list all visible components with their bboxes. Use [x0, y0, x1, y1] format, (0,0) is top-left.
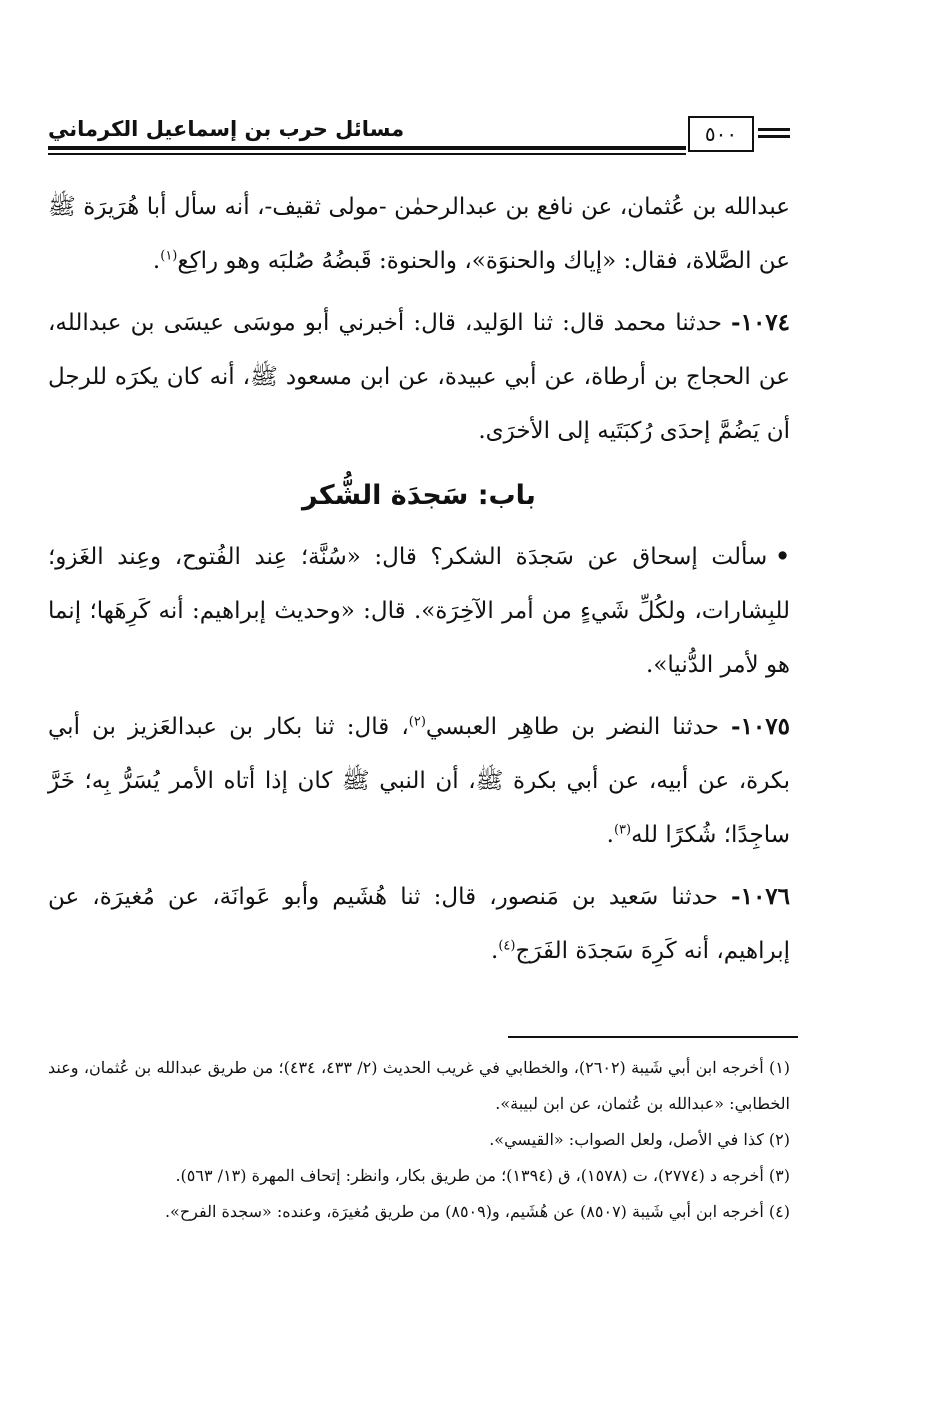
hadith-1075 — [48, 700, 790, 862]
paragraph-continuation — [48, 180, 790, 288]
header-rule-thin — [48, 153, 686, 155]
paragraph-text: حدثنا محمد قال: ثنا الوَليد، قال: أخبرني أبو موسَى عيسَى بن عبدالله، عن الحجاج بن أرطاة، عن أبي عبيدة، عن ابن مسعود ﷺ، أنه كان يكرَه للرجل أن يَضُمَّ إحدَى رُكبَتَيه إلى الأخرَى. — [48, 310, 790, 444]
paragraph-end: . — [606, 822, 614, 848]
paragraph-text-cont: ، قال: ثنا بكار بن عبدالعَزيز بن أبي بكرة، عن أبيه، عن أبي بكرة ﷺ، أن النبي ﷺ كان إذا أتاه الأمر يُسَرُّ بِه؛ خَرَّ ساجِدًا؛ شُكرًا لله — [48, 714, 790, 848]
paragraph-text: عبدالله بن عُثمان، عن نافع بن عبدالرحمٰن -مولى ثقيف-، أنه سأل أبا هُرَيرَة ﷺ عن الصَّلاة، فقال: «إياك والحنوَة»، والحنوة: قَبضُهُ صُلبَه وهو راكِع — [48, 194, 790, 274]
paragraph-end: . — [491, 938, 499, 964]
bullet-icon: • — [775, 543, 790, 570]
footnote-4: (٤) أخرجه ابن أبي شَيبة (٨٥٠٧) عن هُشَيم، و(٨٥٠٩) من طريق مُغيرَة، وعنده: «سجدة الفرح». — [164, 1202, 790, 1221]
page-header — [48, 110, 790, 168]
hadith-number: ١٠٧٦- — [731, 883, 791, 910]
hadith-1076 — [48, 870, 790, 978]
main-text — [48, 180, 790, 986]
footnote-ref-4[interactable]: (٤) — [498, 938, 516, 954]
hadith-number: ١٠٧٤- — [731, 309, 791, 336]
hadith-number: ١٠٧٥- — [731, 713, 790, 740]
footnote-2: (٢) كذا في الأصل، ولعل الصواب: «القيسي». — [489, 1130, 790, 1149]
footnote-separator — [508, 1036, 798, 1038]
footnotes — [48, 1050, 790, 1230]
paragraph-text: سألت إسحاق عن سَجدَة الشكر؟ قال: «سُنَّة؛ عِند الفُتوح، وعِند الغَزو؛ للبِشارات، ولكُلِّ شَيءٍ من أمر الآخِرَة». قال: «وحديث إبراهيم: أنه كَرِهَها؛ إنما هو لأمر الدُّنيا». — [48, 544, 790, 678]
header-rule-ornament-top — [758, 128, 790, 131]
paragraph-text: حدثنا سَعيد بن مَنصور، قال: ثنا هُشَيم وأبو عَوانَة، عن مُغيرَة، عن إبراهيم، أنه كَرِهَ سَجدَة الفَرَج — [48, 884, 790, 964]
page-number: ٥٠٠ — [688, 116, 754, 152]
question-paragraph — [48, 530, 790, 692]
paragraph-text: حدثنا النضر بن طاهِر العبسي — [425, 714, 719, 740]
hadith-1074 — [48, 296, 790, 458]
footnote-ref-3[interactable]: (٣) — [613, 822, 632, 838]
footnote-1: (١) أخرجه ابن أبي شَيبة (٢٦٠٢)، والخطابي في غريب الحديث (٢/ ٤٣٣، ٤٣٤)؛ من طريق عبدالله بن عُثمان، وعند الخطابي: «عبدالله بن عُثمان، عن ابن لبيبة». — [48, 1058, 791, 1113]
header-rule-ornament-bottom — [758, 135, 790, 138]
paragraph-end: . — [152, 248, 161, 274]
footnote-3: (٣) أخرجه د (٢٧٧٤)، ت (١٥٧٨)، ق (١٣٩٤)؛ من طريق بكار، وانظر: إتحاف المهرة (١٣/ ٥٦٣). — [175, 1166, 790, 1185]
running-title: مسائل حرب بن إسماعيل الكرماني — [48, 117, 405, 141]
section-heading: باب: سَجدَة الشُّكر — [302, 480, 536, 511]
header-rule-thick — [48, 146, 686, 150]
footnote-ref-2[interactable]: (٢) — [408, 714, 426, 730]
footnote-ref-1[interactable]: (١) — [160, 248, 178, 264]
